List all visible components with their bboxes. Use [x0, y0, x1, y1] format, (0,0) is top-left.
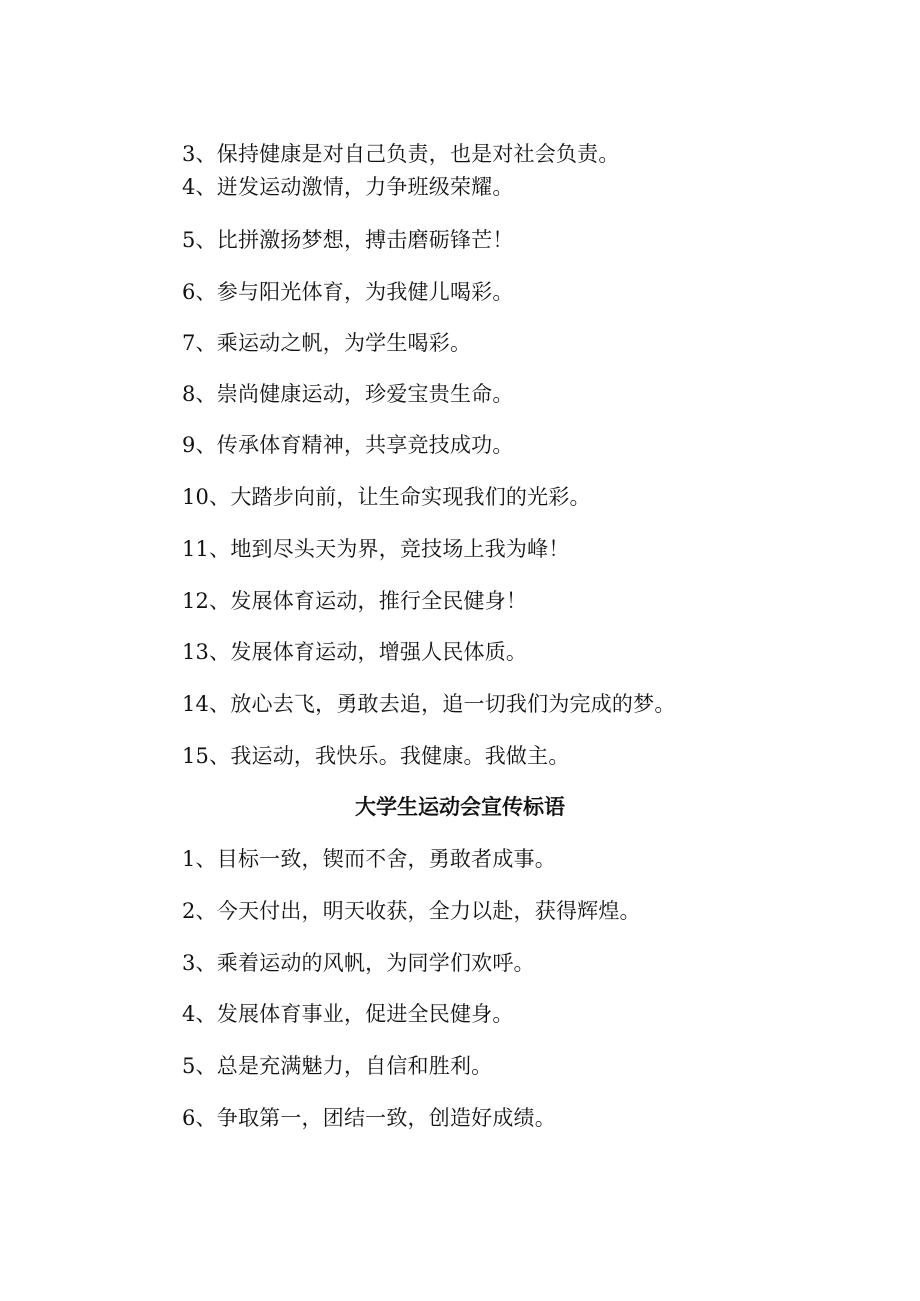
- slogan-line: 5、比拼激扬梦想，搏击磨砺锋芒！: [182, 228, 514, 252]
- slogan-line: 9、传承体育精神，共享竞技成功。: [182, 433, 514, 457]
- slogan-line: 14、放心去飞，勇敢去追，追一切我们为完成的梦。: [182, 692, 676, 716]
- slogan-line: 3、保持健康是对自己负责，也是对社会负责。: [182, 142, 620, 166]
- section-heading: 大学生运动会宣传标语: [355, 795, 565, 819]
- slogan-line: 6、参与阳光体育，为我健儿喝彩。: [182, 280, 514, 304]
- slogan-line: 12、发展体育运动，推行全民健身！: [182, 589, 528, 613]
- slogan-line: 8、崇尚健康运动，珍爱宝贵生命。: [182, 382, 514, 406]
- slogan-line: 15、我运动，我快乐。我健康。我做主。: [182, 744, 570, 768]
- slogan-line: 1、目标一致，锲而不舍，勇敢者成事。: [182, 847, 556, 871]
- slogan-line: 7、乘运动之帆，为学生喝彩。: [182, 331, 472, 355]
- slogan-line: 13、发展体育运动，增强人民体质。: [182, 640, 528, 664]
- slogan-line: 10、大踏步向前，让生命实现我们的光彩。: [182, 485, 591, 509]
- slogan-line: 6、争取第一，团结一致，创造好成绩。: [182, 1106, 556, 1130]
- slogan-line: 11、地到尽头天为界，竞技场上我为峰！: [182, 537, 570, 561]
- slogan-line: 3、乘着运动的风帆，为同学们欢呼。: [182, 951, 535, 975]
- slogan-line: 4、迸发运动激情，力争班级荣耀。: [182, 175, 514, 199]
- slogan-line: 2、今天付出，明天收获，全力以赴，获得辉煌。: [182, 899, 641, 923]
- slogan-line: 5、总是充满魅力，自信和胜利。: [182, 1054, 493, 1078]
- slogan-line: 4、发展体育事业，促进全民健身。: [182, 1002, 514, 1026]
